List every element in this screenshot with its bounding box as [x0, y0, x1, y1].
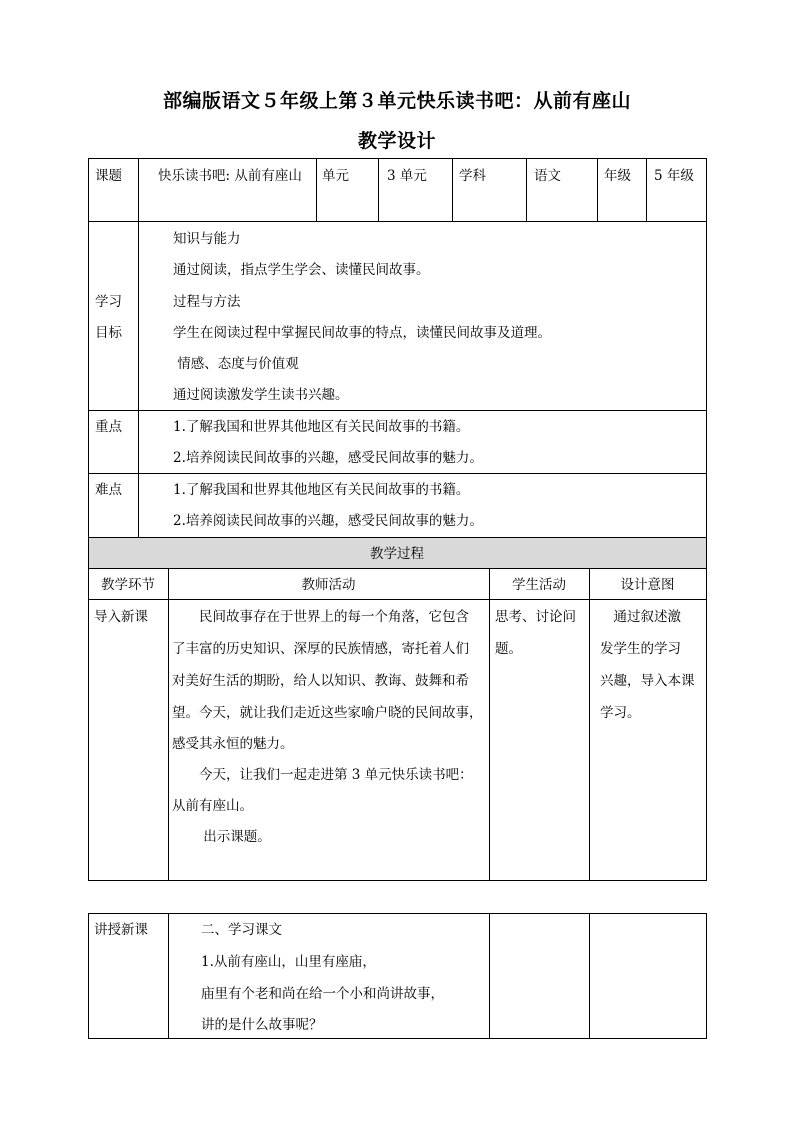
design-intent-line: 发学生的学习: [600, 641, 681, 657]
teacher-activity-line: 望。今天，就让我们走近这些家喻户晓的民间故事，: [172, 705, 483, 721]
teacher-activity-line: 出示课题。: [172, 829, 271, 845]
process-header: 教学过程: [370, 546, 424, 562]
value-lesson-title: 快乐读书吧: 从前有座山: [158, 168, 302, 184]
value-subject: 语文: [534, 168, 561, 184]
student-activity-line: 思考、讨论问: [495, 609, 576, 625]
teacher-activity-line: 民间故事存在于世界上的每一个角落，它包含: [172, 609, 469, 625]
value-unit: 3 单元: [387, 168, 427, 184]
objectives-line: 情感、态度与价值观: [173, 356, 299, 372]
difficulties-line: 2.培养阅读民间故事的兴趣，感受民间故事的魅力。: [173, 513, 483, 529]
new-lesson-line: 庙里有个老和尚在给一个小和尚讲故事，: [201, 986, 444, 1002]
objectives-line: 通过阅读，指点学生学会、读懂民间故事。: [173, 262, 430, 278]
document-subtitle: 教学设计: [357, 130, 436, 152]
stage-new-lesson: 讲授新课: [94, 922, 148, 938]
teacher-activity-line: 感受其永恒的魅力。: [172, 736, 294, 752]
label-subject: 学科: [459, 168, 486, 184]
design-intent-line: 学习。: [600, 705, 641, 721]
column-header-teacher: 教师活动: [301, 577, 356, 593]
column-header-stage: 教学环节: [101, 577, 155, 593]
stage-intro: 导入新课: [94, 609, 148, 625]
value-grade: 5 年级: [654, 168, 694, 184]
column-header-student: 学生活动: [512, 577, 566, 593]
continuation-table-border: [89, 914, 707, 1039]
new-lesson-line: 二、学习课文: [201, 922, 282, 938]
student-activity-line: 题。: [495, 641, 522, 657]
key-points-line: 1.了解我国和世界其他地区有关民间故事的书籍。: [173, 419, 470, 435]
difficulties-line: 1.了解我国和世界其他地区有关民间故事的书籍。: [173, 482, 470, 498]
objectives-line: 过程与方法: [173, 294, 241, 310]
key-points-line: 2.培养阅读民间故事的兴趣，感受民间故事的魅力。: [173, 450, 483, 466]
objectives-label-line1: 学习: [95, 294, 122, 310]
label-lesson-title: 课题: [95, 168, 122, 184]
objectives-line: 通过阅读激发学生读书兴趣。: [173, 387, 349, 403]
difficulties-label: 难点: [95, 482, 122, 498]
key-points-label: 重点: [95, 419, 122, 435]
objectives-label-line2: 目标: [95, 325, 122, 341]
label-grade: 年级: [604, 168, 631, 184]
teacher-activity-line: 从前有座山。: [172, 798, 253, 814]
new-lesson-line: 1.从前有座山，山里有座庙，: [201, 954, 376, 970]
objectives-line: 学生在阅读过程中掌握民间故事的特点，读懂民间故事及道理。: [173, 325, 551, 341]
teacher-activity-line: 对美好生活的期盼，给人以知识、教诲、鼓舞和希: [172, 673, 469, 689]
new-lesson-line: 讲的是什么故事呢？: [201, 1017, 323, 1033]
design-intent-line: 兴趣，导入本课: [600, 673, 695, 689]
teacher-activity-line: 了丰富的历史知识、深厚的民族情感，寄托着人们: [172, 641, 469, 657]
design-intent-line: 通过叙述激: [600, 609, 681, 625]
objectives-line: 知识与能力: [173, 231, 241, 247]
column-header-intent: 设计意图: [620, 577, 675, 593]
teacher-activity-line: 今天，让我们一起走进第 3 单元快乐读书吧：: [172, 767, 473, 783]
label-unit: 单元: [322, 168, 349, 184]
document-title: 部编版语文５年级上第３单元快乐读书吧：从前有座山: [162, 90, 631, 112]
